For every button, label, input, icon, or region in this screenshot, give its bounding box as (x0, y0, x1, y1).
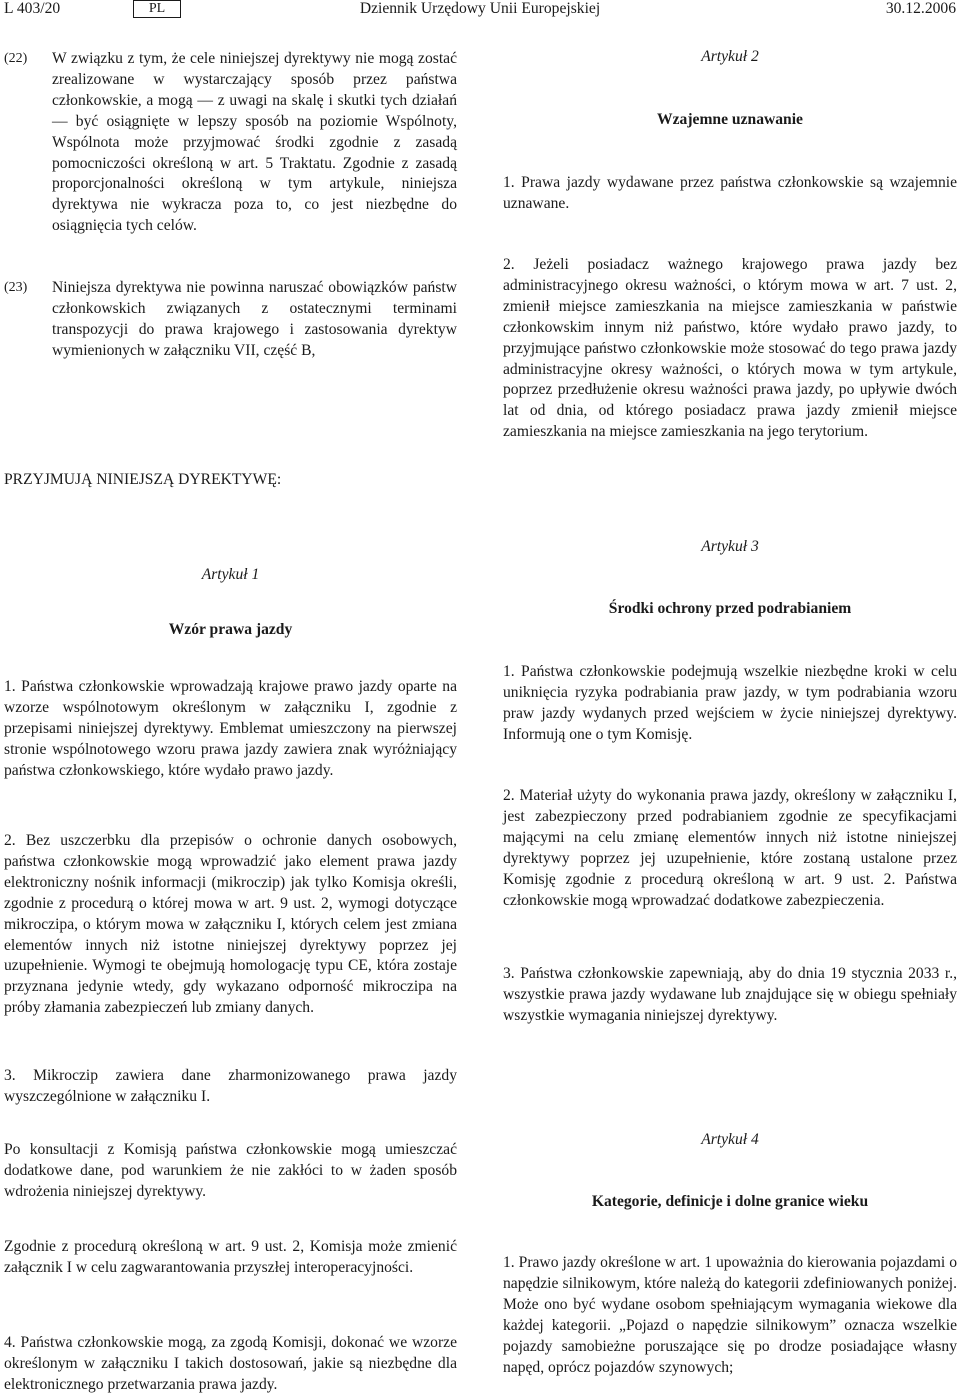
recital-number: (23) (4, 280, 28, 295)
article-paragraph: 1. Państwa członkowskie wprowadzają krajowe prawo jazdy oparte na wzorze wspólnotowym określonym w załączniku I, zgodnie z przepisami niniejszej dyrektywy. Emblemat umieszczony na pierwszej stronie wspólnotowego wzoru prawa jazdy zawiera znak wyróżniający państwa członkowskiego, które wydało prawo jazdy. (4, 678, 457, 779)
article-label: Artykuł 2 (701, 48, 759, 65)
article-label: Artykuł 3 (701, 538, 759, 555)
article-paragraph: 3. Mikroczip zawiera dane zharmonizowanego prawa jazdy wyszczególnione w załączniku I. (4, 1067, 457, 1105)
article-title: Wzajemne uznawanie (657, 111, 803, 128)
publication-date: 30.12.2006 (885, 0, 956, 17)
right-column (503, 0, 957, 1393)
adoption-formula: PRZYJMUJĄ NINIEJSZĄ DYREKTYWĘ: (4, 471, 282, 488)
article-paragraph: 1. Prawo jazdy określone w art. 1 upoważnia do kierowania pojazdami o napędzie silnikowym, które należą do kategorii zdefiniowanych poniżej. Może ono być wydane osobom spełniającym wymagania wiekowe dla każdej kategorii. „Pojazd o napędzie silnikowym” oznacza wszelkie pojazdy samobieżne poruszające się po drodze posiadające własny napęd, oprócz pojazdów szynowych; (503, 1254, 957, 1376)
article-paragraph: 2. Jeżeli posiadacz ważnego krajowego prawa jazdy bez administracyjnego okresu ważności, o którym mowa w art. 7 ust. 2, zmienił miejsce zamieszkania na miejsce zamieszkania w państwie członkowskim innym niż państwo, które wydało prawo jazdy, to przyjmujące państwo członkowskie może stosować do tego prawa jazdy administracyjne okresy ważności, o których mowa w tym artykule, poprzez przedłużenie okresu ważności prawa jazdy, po upływie dwóch lat od dnia, od którego posiadacz prawa jazdy zmienił miejsce zamieszkania na miejsce zamieszkania na jego terytorium. (503, 256, 957, 441)
article-title: Wzór prawa jazdy (168, 621, 293, 638)
article-title: Środki ochrony przed podrabianiem (608, 600, 852, 617)
left-column (4, 0, 457, 1393)
language-badge: PL (133, 0, 181, 18)
article-paragraph: 2. Bez uszczerbku dla przepisów o ochronie danych osobowych, państwa członkowskie mogą wprowadzić jako element prawa jazdy elektroniczny nośnik informacji (mikroczip) jak tylko Komisja określi, zgodnie z procedurą o której mowa w art. 9 ust. 2, wymogi dotyczące mikroczipa, o którym mowa w załączniku I, których celem jest zmiana elementów innych niż istotne niniejszej dyrektywy poprzez jej uzupełnienie. Wymogi te obejmują homologację typu CE, która zostaje przyznana jedynie wtedy, gdy wykazano odporność mikroczipa na próby złamania zabezpieczeń lub zmiany danych. (4, 832, 457, 1017)
article-paragraph: 2. Materiał użyty do wykonania prawa jazdy, określony w załączniku I, jest zabezpieczony przed podrabianiem zgodnie ze specyfikacjami mającymi na celu zmianę elementów innych niż istotne niniejszej dyrektywy poprzez jej uzupełnienie, które zostaną ustalone przez Komisję zgodnie z procedurą określoną w art. 9 ust. 2. Państwa członkowskie mogą wprowadzać dodatkowe zabezpieczenia. (503, 787, 957, 909)
journal-title: Dziennik Urzędowy Unii Europejskiej (359, 0, 601, 17)
recital-text: Niniejsza dyrektywa nie powinna naruszać obowiązków państw członkowskich związanych z ostatecznymi terminami transpozycji do prawa krajowego i zastosowania dyrektyw wymienionych w załączniku VII, część B, (52, 279, 457, 359)
article-label: Artykuł 4 (701, 1131, 759, 1148)
recital-22 (4, 49, 457, 237)
recital-23 (4, 278, 457, 362)
recital-number: (22) (4, 51, 28, 66)
article-label: Artykuł 1 (201, 566, 260, 583)
article-paragraph: 1. Państwa członkowskie podejmują wszelkie niezbędne kroki w celu uniknięcia ryzyka podrabiania praw jazdy, w tym podrabiania wzoru praw jazdy wydanych przed wejściem w życie niniejszej dyrektywy. Informują one o tym Komisję. (503, 663, 957, 743)
article-paragraph: 3. Państwa członkowskie zapewniają, aby do dnia 19 stycznia 2033 r., wszystkie prawa jazdy wydawane lub znajdujące się w obiegu spełniały wszystkie wymagania niniejszej dyrektywy. (503, 965, 957, 1024)
recital-text: W związku z tym, że cele niniejszej dyrektywy nie mogą zostać zrealizowane w wystarczający sposób przez państwa członkowskie, a mogą — z uwagi na skalę i skutki tych działań — być osiągnięte w lepszy sposób na poziomie Wspólnoty, Wspólnota może przyjmować środki zgodnie z zasadą pomocniczości określoną w art. 5 Traktatu. Zgodnie z zasadą proporcjonalności określoną w tym artykule, niniejsza dyrektywa nie wykracza poza to, co jest niezbędne do osiągnięcia tych celów. (52, 50, 457, 235)
article-paragraph: Zgodnie z procedurą określoną w art. 9 ust. 2, Komisja może zmienić załącznik I w celu zagwarantowania przyszłej interoperacyjności. (4, 1238, 457, 1276)
article-paragraph: 4. Państwa członkowskie mogą, za zgodą Komisji, dokonać we wzorze określonym w załączniku I takich dostosowań, jakie są niezbędne dla elektronicznego przetwarzania prawa jazdy. (4, 1334, 457, 1393)
article-paragraph: 1. Prawa jazdy wydawane przez państwa członkowskie są wzajemnie uznawane. (503, 174, 957, 212)
article-paragraph: Po konsultacji z Komisją państwa członkowskie mogą umieszczać dodatkowe dane, pod warunkiem że nie zakłóci to w żaden sposób wdrożenia niniejszej dyrektywy. (4, 1141, 457, 1200)
page-reference: L 403/20 (4, 0, 61, 17)
article-title: Kategorie, definicje i dolne granice wieku (591, 1193, 869, 1210)
